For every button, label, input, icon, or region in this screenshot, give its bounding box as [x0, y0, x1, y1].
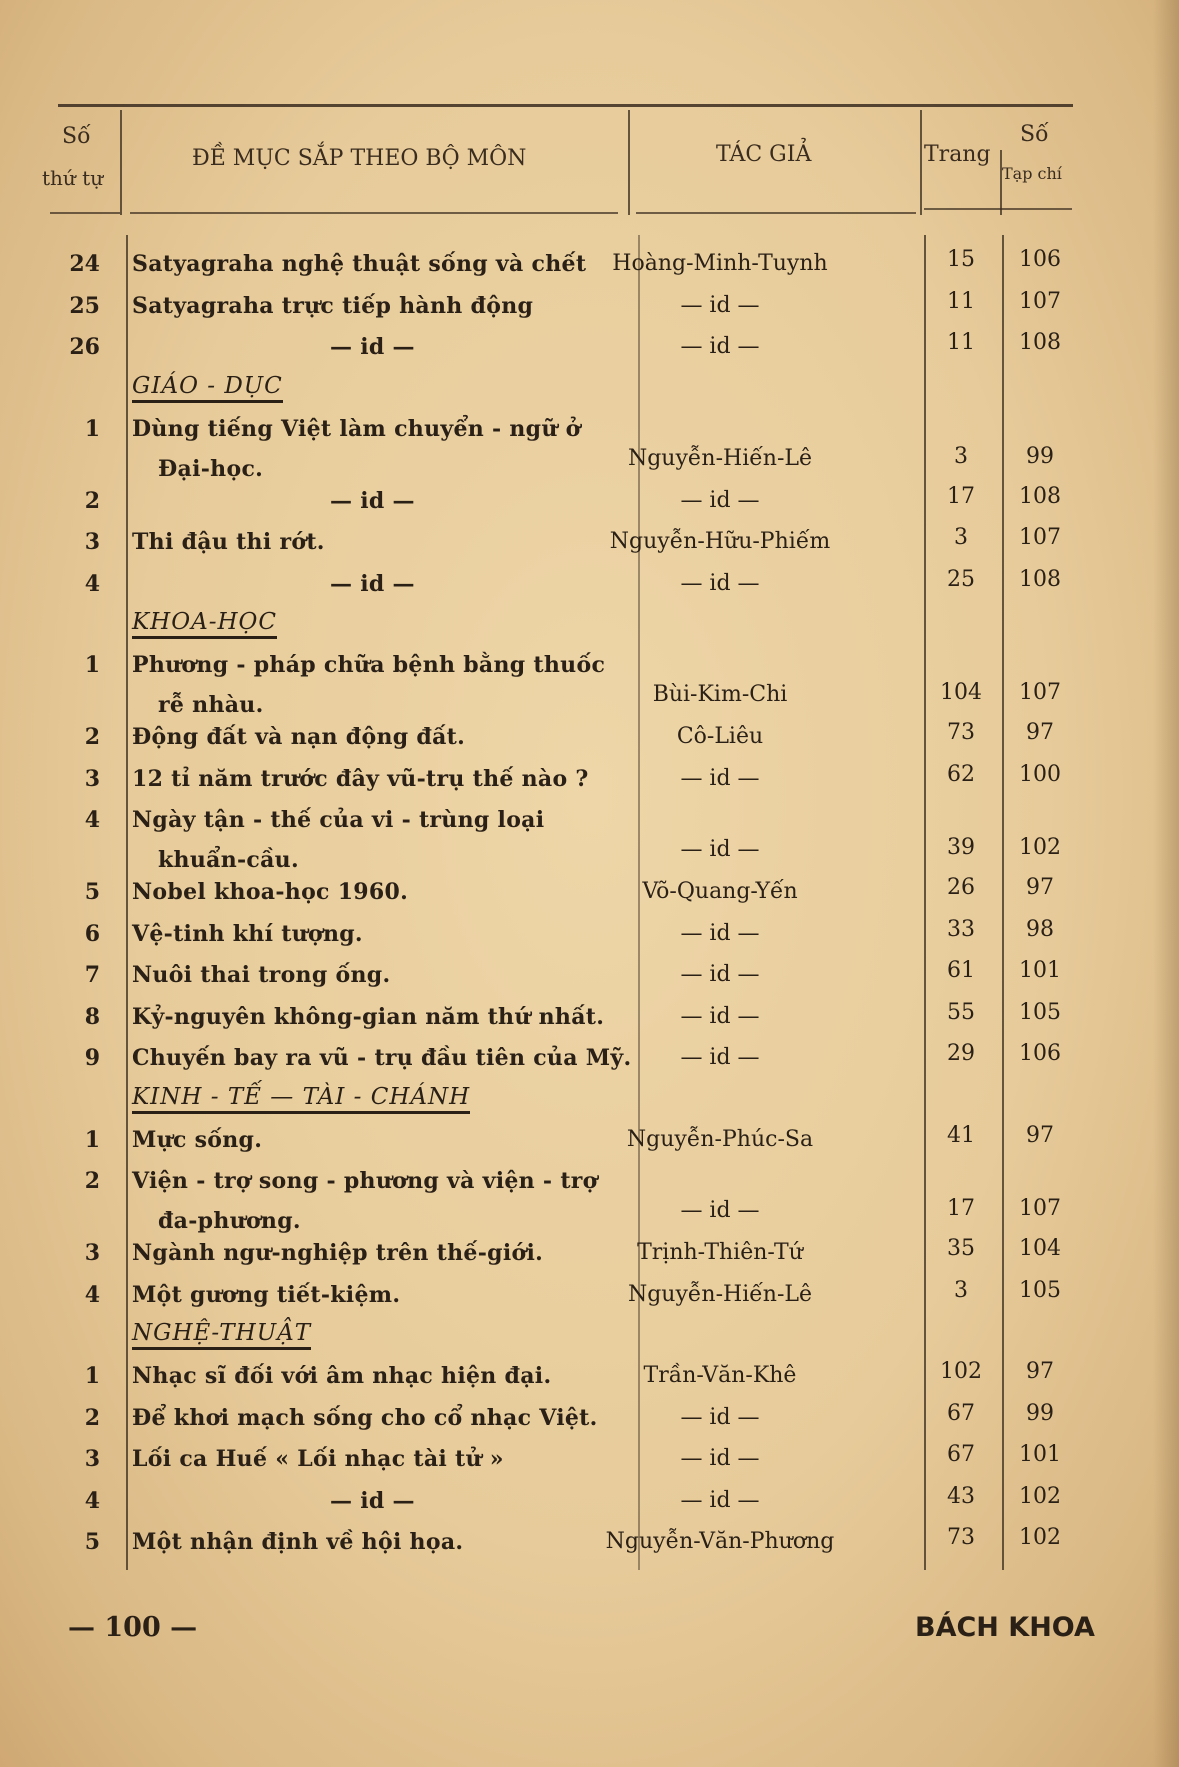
entry-issue: 97 — [1026, 1359, 1054, 1384]
entry-issue: 101 — [1019, 958, 1061, 983]
entry-number: 7 — [84, 962, 100, 988]
entry-number: 24 — [69, 251, 100, 277]
entry-number: 1 — [84, 415, 100, 442]
entry-page: 17 — [947, 483, 975, 509]
entry-author: — id — — [680, 1487, 760, 1513]
footer-magazine-name: BÁCH KHOA — [915, 1612, 1095, 1643]
header-rule — [924, 208, 1072, 210]
entry-title: — id — — [330, 487, 415, 514]
header-rule — [636, 212, 916, 214]
entry-issue: 97 — [1026, 875, 1054, 900]
entry-title: Để khơi mạch sống cho cổ nhạc Việt. — [132, 1404, 598, 1431]
entry-issue: 108 — [1019, 483, 1061, 509]
section-heading: KHOA-HỌC — [132, 609, 277, 639]
entry-author: Hoàng-Minh-Tuynh — [612, 251, 828, 276]
entry-issue: 97 — [1026, 720, 1054, 745]
entry-title-continuation: đa-phương. — [158, 1208, 301, 1234]
entry-title: Viện - trợ song - phương và viện - trợ — [132, 1168, 598, 1194]
entry-issue: 98 — [1026, 916, 1054, 942]
entry-page: 26 — [947, 875, 975, 900]
header-number-line2: thứ tự — [42, 166, 104, 190]
entry-author: — id — — [680, 1446, 760, 1471]
entry-issue: 99 — [1026, 443, 1054, 469]
entry-title: Chuyến bay ra vũ - trụ đầu tiên của Mỹ. — [132, 1045, 632, 1071]
entry-title: Dùng tiếng Việt làm chuyển - ngữ ở — [132, 415, 581, 442]
entry-title: — id — — [330, 1487, 415, 1514]
entry-page: 25 — [947, 566, 975, 592]
entry-issue: 99 — [1026, 1400, 1054, 1426]
entry-page: 11 — [947, 288, 975, 314]
entry-page: 67 — [947, 1400, 975, 1426]
header-number-line1: Số — [62, 124, 91, 149]
entry-number: 6 — [84, 920, 100, 947]
entry-author: Võ-Quang-Yến — [642, 879, 798, 904]
entry-title: Vệ-tinh khí tượng. — [132, 920, 363, 947]
entry-number: 3 — [84, 1240, 100, 1266]
entry-page: 33 — [947, 916, 975, 942]
entry-author: Cô-Liêu — [676, 724, 764, 749]
entry-issue: 97 — [1026, 1122, 1054, 1148]
entry-author: — id — — [680, 765, 760, 791]
section-heading: GIÁO - DỤC — [132, 373, 283, 403]
entry-issue: 102 — [1019, 1525, 1061, 1550]
entry-title: Nhạc sĩ đối với âm nhạc hiện đại. — [132, 1363, 552, 1389]
entry-page: 3 — [954, 525, 968, 550]
section-heading: KINH - TẾ — TÀI - CHÁNH — [132, 1084, 470, 1114]
entry-number: 4 — [84, 1487, 100, 1514]
entry-author: — id — — [680, 1003, 760, 1029]
entry-number: 4 — [84, 1281, 100, 1308]
entry-number: 5 — [84, 879, 100, 905]
entry-title-continuation: rễ nhàu. — [158, 692, 264, 718]
entry-page: 102 — [940, 1359, 982, 1384]
entry-title-continuation: khuẩn-cầu. — [158, 847, 299, 873]
entry-number: 1 — [84, 1363, 100, 1389]
entry-page: 62 — [947, 761, 975, 787]
entry-number: 9 — [84, 1045, 100, 1071]
page-edge-shadow — [1153, 0, 1179, 1767]
entry-number: 4 — [84, 807, 100, 833]
entry-title: Ngày tận - thế của vi - trùng loại — [132, 807, 545, 833]
entry-number: 3 — [84, 1446, 100, 1472]
entry-issue: 107 — [1019, 525, 1061, 550]
entry-number: 25 — [69, 292, 100, 319]
entry-title: Mực sống. — [132, 1126, 263, 1153]
entry-author: — id — — [680, 1198, 760, 1223]
header-rule — [130, 212, 618, 214]
entry-title: Phương - pháp chữa bệnh bằng thuốc — [132, 652, 606, 678]
entry-title: Kỷ-nguyên không-gian năm thứ nhất. — [132, 1003, 605, 1030]
entry-issue: 105 — [1019, 999, 1061, 1025]
header-issue-line2: Tạp chí — [1002, 164, 1062, 183]
entry-author: Nguyễn-Phúc-Sa — [626, 1126, 814, 1152]
entry-issue: 106 — [1019, 1041, 1061, 1066]
header-issue-line1: Số — [1020, 122, 1049, 147]
entry-page: 43 — [947, 1483, 975, 1509]
entry-title: — id — — [330, 570, 415, 597]
entry-page: 104 — [940, 680, 982, 705]
column-divider — [628, 110, 630, 215]
entry-number: 26 — [69, 334, 100, 360]
entry-page: 15 — [947, 247, 975, 272]
entry-page: 17 — [947, 1196, 975, 1221]
entry-title: Nobel khoa-học 1960. — [132, 879, 409, 905]
entry-number: 4 — [84, 570, 100, 597]
entry-title: Động đất và nạn động đất. — [132, 724, 466, 750]
header-page-column: Trang — [924, 142, 991, 167]
entry-page: 55 — [947, 999, 975, 1025]
entry-issue: 106 — [1019, 247, 1061, 272]
entry-issue: 100 — [1019, 761, 1061, 787]
entry-number: 3 — [84, 529, 100, 555]
entry-title: Ngành ngư-nghiệp trên thế-giới. — [132, 1240, 544, 1266]
entry-author: Nguyễn-Hữu-Phiếm — [609, 529, 831, 554]
entry-author: Bùi-Kim-Chi — [652, 682, 788, 707]
entry-page: 3 — [954, 443, 968, 469]
entry-number: 2 — [84, 724, 100, 750]
table-top-rule — [58, 104, 1073, 107]
entry-number: 3 — [84, 765, 100, 792]
entry-issue: 107 — [1019, 680, 1061, 705]
entry-page: 11 — [947, 330, 975, 355]
entry-title: Nuôi thai trong ống. — [132, 962, 391, 988]
entry-title-continuation: Đại-học. — [158, 455, 264, 482]
entry-page: 61 — [947, 958, 975, 983]
entry-number: 8 — [84, 1003, 100, 1030]
entry-author: — id — — [680, 292, 760, 318]
entry-title: Lối ca Huế « Lối nhạc tài tử » — [132, 1446, 504, 1472]
entry-page: 3 — [954, 1277, 968, 1303]
entry-author: — id — — [680, 962, 760, 987]
entry-title: — id — — [330, 334, 415, 360]
column-divider — [120, 110, 122, 215]
entry-number: 1 — [84, 652, 100, 678]
entry-issue: 108 — [1019, 330, 1061, 355]
entry-page: 39 — [947, 835, 975, 860]
entry-author: Nguyễn-Văn-Phương — [605, 1529, 835, 1554]
entry-title: Một gương tiết-kiệm. — [132, 1281, 401, 1308]
entry-issue: 107 — [1019, 1196, 1061, 1221]
entry-page: 41 — [947, 1122, 975, 1148]
entry-author: Nguyễn-Hiến-Lê — [627, 445, 813, 471]
column-divider — [126, 235, 128, 1570]
entry-issue: 102 — [1019, 835, 1061, 860]
header-rule — [50, 212, 120, 214]
entry-title: Một nhận định về hội họa. — [132, 1529, 464, 1555]
entry-author: — id — — [680, 1404, 760, 1430]
entry-number: 2 — [84, 487, 100, 514]
entry-issue: 105 — [1019, 1277, 1061, 1303]
entry-author: — id — — [680, 334, 760, 359]
entry-page: 73 — [947, 720, 975, 745]
entry-author: Trịnh-Thiên-Tứ — [637, 1240, 803, 1265]
entry-author: Nguyễn-Hiến-Lê — [627, 1281, 813, 1307]
entry-issue: 104 — [1019, 1236, 1061, 1261]
entry-page: 67 — [947, 1442, 975, 1467]
entry-issue: 102 — [1019, 1483, 1061, 1509]
entry-number: 2 — [84, 1168, 100, 1194]
header-author-column: TÁC GIẢ — [716, 142, 812, 167]
entry-number: 1 — [84, 1126, 100, 1153]
entry-author: — id — — [680, 837, 760, 862]
entry-author: — id — — [680, 487, 760, 513]
footer-page-number: — 100 — — [68, 1612, 198, 1643]
entry-author: Trần-Văn-Khê — [643, 1363, 797, 1388]
entry-issue: 108 — [1019, 566, 1061, 592]
entry-author: — id — — [680, 920, 760, 946]
entry-title: 12 tỉ năm trước đây vũ-trụ thế nào ? — [132, 765, 589, 792]
entry-page: 29 — [947, 1041, 975, 1066]
entry-number: 5 — [84, 1529, 100, 1555]
entry-number: 2 — [84, 1404, 100, 1431]
header-title-column: ĐỀ MỤC SẮP THEO BỘ MÔN — [192, 146, 527, 171]
section-heading: NGHỆ-THUẬT — [132, 1320, 311, 1350]
column-divider — [920, 110, 922, 215]
entry-title: Satyagraha nghệ thuật sống và chết — [132, 251, 587, 277]
entry-issue: 107 — [1019, 288, 1061, 314]
entry-issue: 101 — [1019, 1442, 1061, 1467]
entry-title: Thi đậu thi rớt. — [132, 529, 325, 555]
entry-author: — id — — [680, 570, 760, 596]
entry-title: Satyagraha trực tiếp hành động — [132, 292, 534, 319]
entry-page: 73 — [947, 1525, 975, 1550]
entry-author: — id — — [680, 1045, 760, 1070]
entry-page: 35 — [947, 1236, 975, 1261]
